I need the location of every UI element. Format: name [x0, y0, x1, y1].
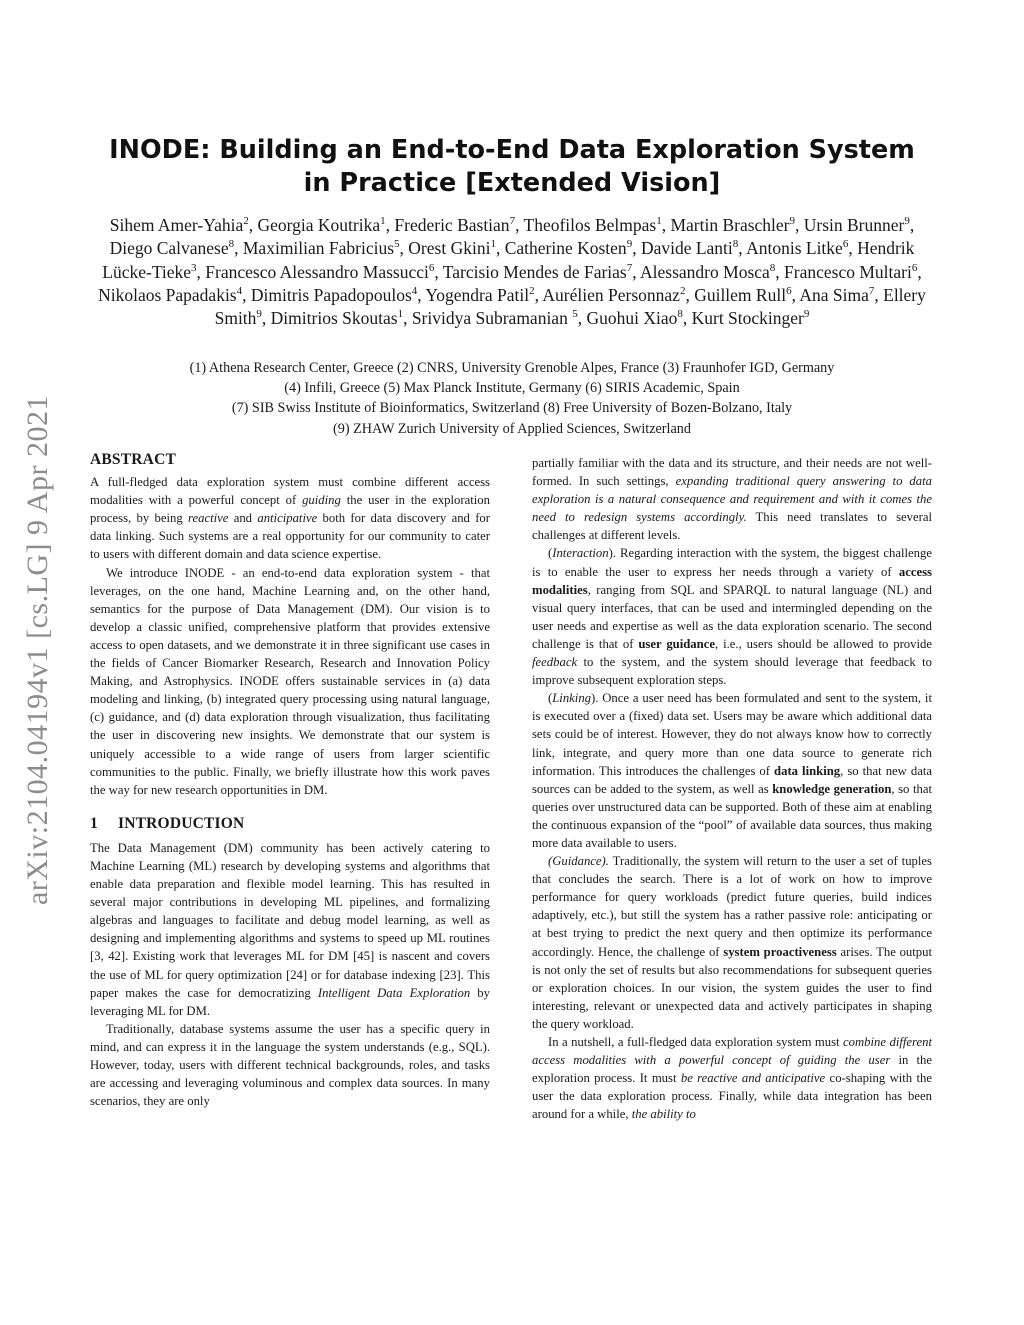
text-run: A full-fledged data exploration system must combine different access modalities with a powerful concept of — [90, 475, 490, 508]
author — [98, 285, 242, 305]
emphasis-text: anticipative — [257, 511, 318, 526]
author-name: Diego Calvanese — [109, 238, 229, 259]
author — [746, 238, 848, 258]
author — [692, 308, 810, 328]
author-affiliation-mark: 6 — [786, 285, 792, 298]
author — [271, 308, 403, 328]
text-run: We introduce INODE - an end-to-end data exploration system - that leverages, on the one hand, Machine Learning and, on the other hand, semantics for the purpose of Data Management (DM). Our vision is to develop a classic unified, comprehensive platform that provides extensive access to open datasets, and we demonstrate it in three significant use cases in the fields of Cancer Biomarker Research, Research and Innovation Policy Making, and Astrophysics. INODE offers sustainable services in (a) data modeling and linking, (b) integrated query processing using natural language, (c) guidance, and (d) data exploration through visualization, thus facilitating the user in discovering new insights. We demonstrate that our system is uniquely accessible to a wide range of users from larger scientific communities to the public. Finally, we briefly illustrate how this work paves the way for new research opportunities in DM. — [90, 565, 490, 797]
author-affiliation-mark: 6 — [911, 261, 918, 274]
keyword-text: access modalities — [532, 564, 932, 597]
introduction-heading — [90, 815, 490, 833]
author-name: Frederic Bastian — [394, 215, 510, 235]
arxiv-identifier: arXiv:2104.04194v1 [cs.LG] 9 Apr 2021 — [21, 394, 54, 906]
author — [586, 308, 682, 328]
interaction-paragraph — [532, 544, 932, 689]
intro-paragraph — [90, 839, 490, 1020]
arxiv-watermark — [18, 0, 58, 1325]
author — [110, 215, 249, 235]
author — [641, 238, 738, 258]
author-affiliation-mark: 1 — [656, 215, 662, 228]
text-run: , ranging from SQL and SPARQL to natural language (NL) and visual query interfaces, that can be used and intermingled depending on the user needs and expertise as well as the data exploration scenario. The second challenge is that of — [532, 582, 932, 651]
author-name: Martin Braschler — [670, 215, 790, 235]
author — [110, 238, 235, 258]
author-name: Aurélien Personnaz — [542, 284, 680, 305]
text-run: , so that new data sources can be added to the system, as well as — [532, 763, 933, 796]
author-name: Georgia Koutrika — [257, 215, 381, 235]
affiliation-line: (9) ZHAW Zurich University of Applied Sciences, Switzerland — [333, 420, 691, 437]
author — [505, 238, 632, 258]
author-name: Antonis Litke — [746, 238, 843, 259]
emphasis-text: combine different access modalities with a powerful concept of guiding the user — [532, 1035, 933, 1068]
author-affiliation-mark: 7 — [509, 215, 516, 228]
text-run: ). Once a user need has been formulated and sent to the system, it is executed over a (fixed) data set. Users may be aware which additional data sets could be of interest. However, they do not always know how to correctly link, integrate, and query more than one data source to generate rich information. This introduces the challenges of — [532, 691, 932, 778]
author-name: Sihem Amer-Yahia — [109, 215, 244, 235]
author-name: Alessandro Mosca — [640, 261, 770, 282]
section-number: 1 — [90, 814, 98, 832]
author-affiliation-mark: 9 — [626, 238, 633, 251]
author-affiliation-mark: 2 — [529, 285, 535, 298]
emphasis-text: guiding — [302, 493, 341, 508]
author-affiliation-mark: 7 — [626, 261, 633, 274]
body-paragraph — [532, 454, 932, 544]
author — [694, 285, 791, 305]
author-affiliation-mark: 9 — [904, 215, 910, 228]
author-name: Dimitris Papadopoulos — [250, 284, 412, 305]
author-affiliation-mark: 8 — [732, 238, 739, 251]
author-affiliation-mark: 6 — [842, 238, 849, 251]
author-name: Kurt Stockinger — [691, 308, 804, 329]
emphasis-text: (Guidance). — [548, 854, 609, 869]
author — [542, 285, 685, 305]
author — [408, 238, 496, 258]
text-run: and — [228, 511, 258, 526]
author-affiliation-mark: 5 — [572, 308, 578, 321]
author-affiliation-mark: 4 — [411, 285, 418, 298]
author-list: Sihem Amer-Yahia$^2$, Georgia Koutrika$^1$, Frederic Bastian$^7$, Theofilos Belmpas$^1$, Martin Braschler$^9$, Ursin Brunner$^9$, Diego Calvanese$^8$, Maximilian Fabricius$^5$, Orest Gkini$^1$, Catherine Kosten$^9$, Davide Lanti$^8$, Antonis Litke$^6$, Hendrik Lücke-Tieke$^3$, Francesco Alessandro Massucci$^6$, Tarcisio Mendes de Farias$^7$, Alessandro Mosca$^8$, Francesco Multari$^6$, Nikolaos Papadakis$^4$, Dimitris Papadopoulos$^4$, Yogendra Patil$^2$, Aurélien Personnaz$^2$, Guillem Rull$^6$, Ana Sima$^7$, Ellery Smith$^9$, Dimitrios Skoutas$^1$, Srividya Subramanian $^5$, Guohui Xiao$^8$, Kurt Stockinger$^9$ — [98, 215, 926, 329]
emphasis-text: be reactive and anticipative — [680, 1071, 826, 1086]
keyword-text: user guidance — [638, 636, 715, 651]
author — [394, 215, 515, 235]
abstract-paragraph — [90, 473, 490, 563]
author — [784, 262, 917, 282]
abstract-paragraph — [90, 564, 490, 799]
author-name: Catherine Kosten — [504, 238, 627, 259]
author-name: Yogendra Patil — [425, 284, 530, 305]
author-name: Srividya Subramanian — [411, 308, 568, 329]
affiliation-line: (4) Infili, Greece (5) Max Planck Institute, Germany (6) SIRIS Academic, Spain — [284, 380, 740, 397]
text-run: ( — [548, 546, 553, 561]
emphasis-text: Intelligent Data Exploration — [317, 985, 471, 1000]
text-run: co-shaping with the user the data exploration process. Finally, while data integration has been around for a while, — [532, 1071, 932, 1122]
author — [425, 285, 534, 305]
author — [251, 285, 417, 305]
author-name: Ellery Smith — [214, 284, 926, 329]
author — [205, 262, 434, 282]
right-column — [532, 454, 932, 1123]
author-name: Theofilos Belmpas — [523, 215, 657, 235]
linking-paragraph — [532, 689, 932, 852]
author-affiliation-mark: 8 — [228, 238, 235, 251]
author-name: Maximilian Fabricius — [242, 238, 395, 259]
author-affiliation-mark: 8 — [677, 308, 683, 321]
author — [799, 285, 874, 305]
author-name: Francesco Multari — [784, 261, 912, 282]
author-affiliation-mark: 1 — [380, 215, 386, 228]
text-run: This need translates to several challenges at different levels. — [532, 510, 933, 543]
affiliation-line: (1) Athena Research Center, Greece (2) CNRS, University Grenoble Alpes, France (3) Fraunhofer IGD, Germany — [189, 360, 835, 376]
emphasis-text: reactive — [188, 511, 229, 526]
author-name: Guillem Rull — [694, 284, 787, 305]
author-affiliation-mark: 9 — [256, 308, 262, 321]
author-name: Guohui Xiao — [586, 308, 678, 329]
author-affiliation-mark: 9 — [803, 308, 810, 321]
text-run: ( — [548, 691, 553, 706]
nutshell-paragraph — [532, 1033, 932, 1123]
author-name: Francesco Alessandro Massucci — [205, 261, 429, 282]
emphasis-text: expanding traditional query answering to data exploration is a natural consequence and requirement and with it comes the need to redesign systems accordingly. — [532, 474, 932, 525]
paper-title — [90, 134, 934, 200]
author-name: Hendrik Lücke-Tieke — [102, 238, 915, 282]
text-run: , i.e., users should be allowed to provide — [714, 636, 932, 651]
author-name: Orest Gkini — [408, 238, 491, 259]
author-affiliation-mark: 9 — [789, 215, 795, 228]
affiliations — [90, 358, 934, 439]
author-name: Ana Sima — [799, 284, 869, 305]
text-run: to the system, and the system should leverage that feedback to improve subsequent exploration steps. — [532, 655, 932, 688]
author — [258, 215, 386, 235]
author — [640, 262, 775, 282]
text-run: partially familiar with the data and its structure, and their needs are not well-formed. In such settings, — [532, 456, 932, 489]
author-affiliation-mark: 4 — [236, 285, 243, 298]
text-run: Traditionally, the system will return to the user a set of tuples that concludes the search. There is a lot of work on how to improve performance for query workloads (predict future queries, build indices adaptively, etc.), but still the system has a rather passive role: anticipating or at best trying to predict the next query and then optimize its performance accordingly. Hence, the challenge of — [532, 854, 932, 959]
author — [670, 215, 795, 235]
abstract-heading: ABSTRACT — [90, 451, 177, 468]
author-name: Davide Lanti — [640, 238, 733, 259]
emphasis-text: the ability to — [631, 1107, 696, 1122]
affiliation-line: (7) SIB Swiss Institute of Bioinformatics, Switzerland (8) Free University of Bozen-Bolzano, Italy — [231, 400, 793, 417]
text-run: by leveraging ML for DM. — [90, 985, 490, 1018]
text-run: In a nutshell, a full-fledged data exploration system must — [548, 1035, 844, 1049]
author-affiliation-mark: 8 — [769, 261, 776, 274]
title-line-1: INODE: Building an End-to-End Data Exploration System — [109, 135, 915, 165]
section-title: INTRODUCTION — [118, 814, 245, 832]
text-run: arises. The output is not only the set of results but also recommendations for subsequent queries or exploration choices. In our vision, the system guides the user to find interesting, relevant or unexpected data and actively participates in shaping the query workload. — [532, 944, 933, 1031]
text-run: the user in the exploration process, by being — [90, 493, 490, 526]
text-run: Traditionally, database systems assume the user has a specific query in mind, and can express it in the language the system understands (e.g., SQL). However, today, users with different technical backgrounds, roles, and tasks are accessing and leveraging voluminous and complex data sources. In many scenarios, they are only — [90, 1021, 490, 1109]
author — [443, 262, 632, 282]
author-affiliation-mark: 1 — [490, 238, 496, 251]
author-affiliation-mark: 6 — [428, 261, 435, 274]
author-affiliation-mark: 2 — [243, 215, 249, 228]
author-name: Dimitrios Skoutas — [270, 308, 398, 329]
guidance-paragraph — [532, 852, 932, 1033]
author-name: Nikolaos Papadakis — [98, 284, 237, 305]
author-affiliation-mark: 1 — [397, 308, 404, 321]
author — [412, 308, 578, 328]
emphasis-text: feedback — [532, 655, 578, 670]
emphasis-text: Linking — [552, 691, 592, 706]
keyword-text: data linking — [774, 763, 841, 778]
author-affiliation-mark: 7 — [868, 285, 875, 298]
keyword-text: system proactiveness — [723, 944, 837, 959]
text-run: The Data Management (DM) community has been actively catering to Machine Learning (ML) research by developing systems and algorithms that enable data preparation and flexible model learning. This has resulted in several major contributions in developing ML pipelines, and formalizing algebras and languages to facilitate and debug model learning, as well as designing and implementing algorithms and systems to speed up ML routines [3, 42]. Existing work that leverages ML for DM [45] is nascent and covers the use of ML for query optimization [24] or for database indexing [23]. This paper makes the case for democratizing — [90, 840, 490, 1000]
author-affiliation-mark: 3 — [191, 261, 197, 274]
keyword-text: knowledge generation — [772, 781, 892, 796]
text-run: , so that queries over unstructured data can be supported. Both of these aim at enabling the continuous expansion of the “pool” of available data sources, thus making more data available to users. — [532, 781, 932, 850]
left-column — [90, 451, 490, 1110]
emphasis-text: Interaction — [552, 546, 609, 561]
author-name: Tarcisio Mendes de Farias — [442, 261, 627, 282]
author-affiliation-mark: 5 — [394, 238, 400, 251]
author — [524, 215, 662, 235]
author — [804, 215, 910, 235]
intro-paragraph — [90, 1020, 490, 1110]
text-run: ). Regarding interaction with the system, the biggest challenge is to enable the user to express her needs through a variety of — [532, 546, 932, 579]
text-run: both for data discovery and for data linking. Such systems are a real opportunity for our community to cater to users with different domain and data science expertise. — [90, 511, 490, 562]
text-run: in the exploration process. It must — [532, 1053, 932, 1086]
author-name: Ursin Brunner — [803, 215, 905, 235]
author — [243, 238, 400, 258]
title-line-2: in Practice [Extended Vision] — [303, 168, 721, 198]
author-affiliation-mark: 2 — [679, 285, 686, 298]
